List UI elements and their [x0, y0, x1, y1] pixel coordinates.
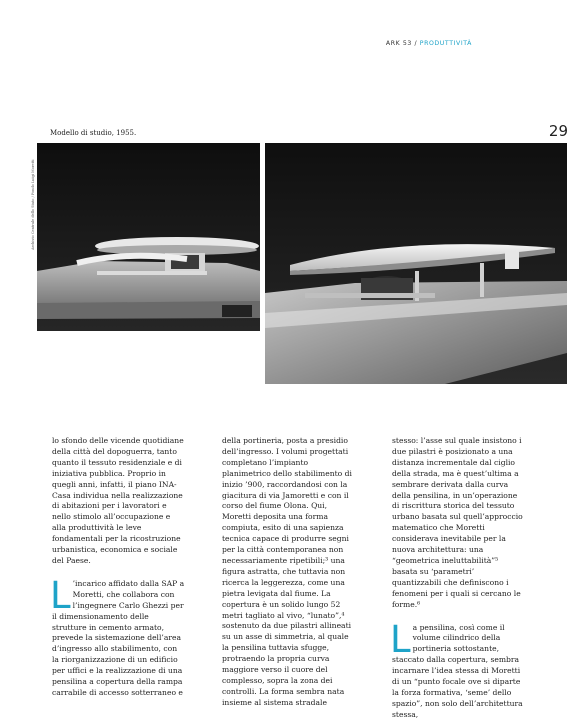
- magazine-issue: ARK 53 /: [385, 40, 420, 47]
- paragraph: lo sfondo delle vicende quotidiane della città del dopoguerra, tanto quanto il tessuto residenziale e di iniziativa pubblica. Proprio in quegli anni, infatti, il piano INA-Casa individua nella realizzazione di abitazioni per i lavoratori e nello stimolo all’occupazione e alla produttività le leve fondamentali per la ricostruzione urbanistica, economica e sociale del Paese.: [52, 436, 184, 565]
- text-column-3: [392, 436, 525, 721]
- text-column-1: [52, 436, 185, 699]
- paragraph: [50, 573, 185, 699]
- text-column-2: [222, 436, 355, 709]
- drop-cap: L: [50, 573, 71, 617]
- figure-caption: Modello di studio, 1955.: [50, 129, 137, 137]
- page-number: 29: [548, 122, 568, 140]
- model-photo-right: [265, 143, 567, 384]
- photo-credit: Archivio Centrale dello Stato / Fondo Luigi Moretti: [31, 159, 35, 250]
- running-header: [386, 40, 472, 47]
- paragraph-text: ’incarico affidato dalla SAP a Moretti, che collabora con l’ingegnere Carlo Ghezzi per il dimensionamento delle strutture in cemento armato, prevede la sistemazione dell’area d’ingresso allo stabilimento, con la riorganizzazione di un edificio per uffici e la realizzazione di una pensilina a copertura della rampa carrabile di accesso sotterraneo e: [52, 578, 185, 697]
- drop-cap: L: [390, 617, 411, 661]
- paragraph: della portineria, posta a presidio dell’ingresso. I volumi progettati completano l’impianto planimetrico dello stabilimento di inizio ’900, raccordandosi con la giacitura di via Jamoretti e con il corso del fiume Olona. Qui, Moretti deposita una forma compiuta, esito di una sapienza tecnica capace di produrre segni per la città contemporanea non necessariamente ripetibili;³ una figura astratta, che tuttavia non ricerca la leggerezza, come una pietra levigata dal fiume. La copertura è un solido lungo 52 metri tagliato al vivo, “lunato”,⁴ sostenuto da due pilastri allineati su un asse di simmetria, al quale la pensilina tuttavia sfugge, protraendo la propria curva maggiore verso il cuore del complesso, sopra la zona dei controlli. La forma sembra nata insieme al sistema stradale: [222, 436, 352, 707]
- section-name: PRODUTTIVITÀ: [419, 40, 472, 47]
- paragraph: stesso: l’asse sul quale insistono i due pilastri è posizionato a una distanza incrementale dal ciglio della strada, ma è quest’ultima a sembrare derivata dalla curva della pensilina, in un’operazione di riscrittura storica del tessuto urbano basata sul quell’approccio matematico che Moretti considerava inevitabile per la nuova architettura: una “geometrica ineluttabilità”⁵ basata su ‘parametri’ quantizzabili che definiscono i fenomeni per i quali si cercano le forme.⁶: [392, 436, 523, 609]
- paragraph: [390, 617, 525, 721]
- model-photo-left: [37, 143, 260, 331]
- paragraph-text: a pensilina, così come il volume cilindrico della portineria sottostante, staccato dalla copertura, sembra incarnare l’idea stessa di Moretti di un “punto focale ove si diparte la forza formativa, ‘seme’ dello spazio”, non solo dell’architettura stessa,: [392, 622, 523, 719]
